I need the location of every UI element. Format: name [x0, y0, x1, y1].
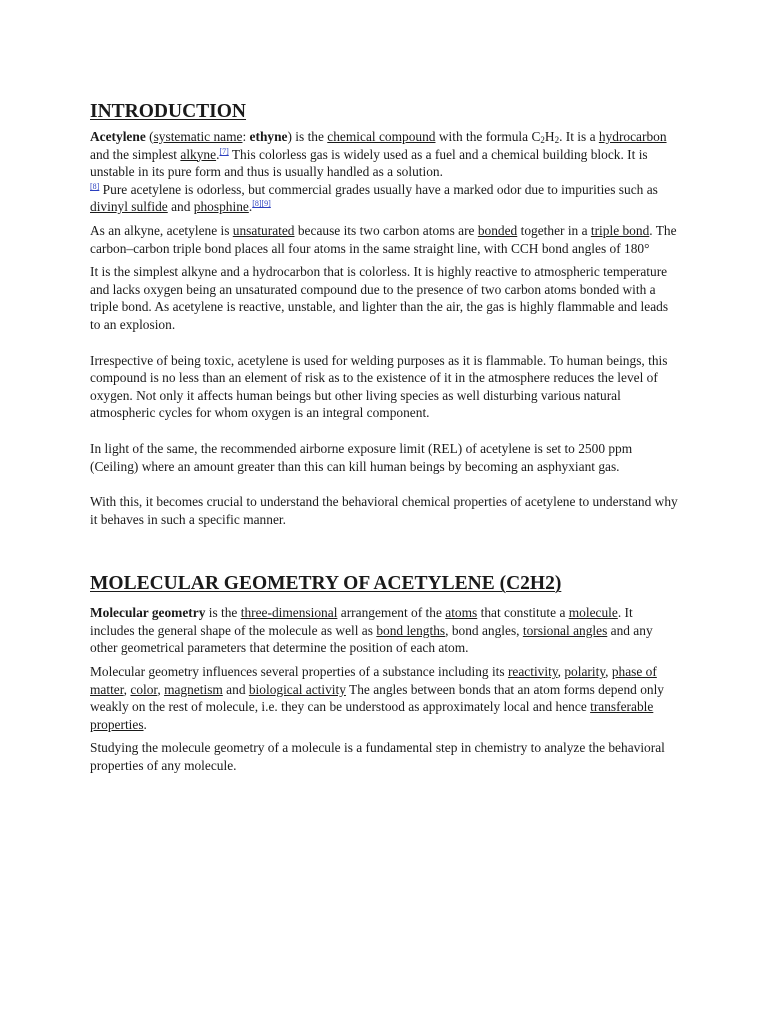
text-run: with the formula C	[435, 129, 541, 144]
link-polarity[interactable]: polarity	[564, 664, 606, 680]
text-run: H	[544, 129, 555, 144]
text-run: .	[216, 146, 220, 162]
text-run: together in a	[517, 222, 591, 238]
term-molecular-geometry: Molecular geometry	[90, 605, 206, 621]
text-run: ,	[557, 664, 565, 680]
link-systematic-name[interactable]: systematic name	[153, 129, 243, 144]
citation-8[interactable]: [8]	[90, 181, 100, 191]
intro-paragraph-6: With this, it becomes crucial to understand the behavioral chemical properties of acetylene to understand why it behaves in such a specific manner.	[90, 494, 678, 527]
text-run: arrangement of the	[337, 605, 446, 621]
link-three-dimensional[interactable]: three-dimensional	[240, 605, 338, 621]
text-run: (	[145, 129, 154, 144]
term-acetylene: Acetylene	[90, 129, 146, 144]
intro-paragraph-3: It is the simplest alkyne and a hydrocarbon that is colorless. It is highly reactive to atmospheric temperature and lacks oxygen being an unsaturated compound due to the presence of two carbon atoms bonded with a triple bond. As acetylene is reactive, unstable, and lighter than the air, the gas is highly flammable and leads to an explosion.	[90, 264, 669, 332]
link-magnetism[interactable]: magnetism	[164, 681, 223, 697]
citation-7[interactable]: [7]	[219, 146, 229, 156]
section-heading-introduction: INTRODUCTION	[90, 101, 247, 122]
term-ethyne: ethyne	[249, 129, 288, 144]
link-atoms[interactable]: atoms	[445, 605, 478, 621]
text-run: This colorless gas is widely used as a fuel and a chemical building block. It is unstable in its pure form and thus is usually handled as a solution.	[90, 146, 648, 180]
text-run: The angles between bonds that an atom forms depend only weakly on the rest of molecule, i.e. they can be understood as approximately local and hence	[90, 681, 664, 715]
document-page	[90, 100, 680, 781]
geometry-paragraph-3: Studying the molecule geometry of a molecule is a fundamental step in chemistry to analyze the behavioral properties of any molecule.	[90, 740, 665, 774]
text-run: Molecular geometry influences several properties of a substance including its	[90, 664, 508, 680]
text-run: because its two carbon atoms are	[294, 222, 478, 238]
subscript-2: 2	[540, 135, 545, 145]
text-run: . It is a	[559, 129, 599, 144]
link-molecule[interactable]: molecule	[568, 605, 618, 621]
link-divinyl-sulfide[interactable]: divinyl sulfide	[90, 199, 168, 215]
link-transferable-properties[interactable]: transferable properties	[90, 699, 654, 732]
intro-paragraph-5: In light of the same, the recommended airborne exposure limit (REL) of acetylene is set to 2500 ppm (Ceiling) where an amount greater than this can kill human beings by becoming an asphyxiant gas.	[90, 440, 633, 474]
link-hydrocarbon[interactable]: hydrocarbon	[598, 129, 667, 144]
text-run: ,	[123, 681, 131, 697]
text-run: ) is the	[287, 129, 328, 144]
citation-8-9[interactable]: [8][9]	[252, 199, 271, 209]
text-run: and	[222, 681, 249, 697]
section-heading-molecular-geometry: MOLECULAR GEOMETRY OF ACETYLENE (C2H2)	[90, 573, 562, 595]
link-phase-of-matter[interactable]: phase of matter	[90, 664, 657, 697]
text-run: ,	[157, 681, 165, 697]
text-run: ,	[605, 664, 612, 680]
geometry-paragraph-1	[90, 604, 680, 657]
intro-paragraph-4: Irrespective of being toxic, acetylene is used for welding purposes as it is flammable. To human beings, this compound is no less than an element of risk as to the existence of it in the atmosphere reduces the level of oxygen. Not only it affects human beings but other living species as well disturbing various natural atmospheric cycles for whom oxygen is an integral component.	[90, 352, 668, 421]
link-reactivity[interactable]: reactivity	[507, 664, 558, 680]
link-color[interactable]: color	[130, 681, 158, 697]
intro-paragraph-2	[90, 222, 680, 257]
text-run: and the simplest	[90, 146, 181, 162]
link-bonded[interactable]: bonded	[477, 222, 518, 238]
text-run: . It includes the general shape of the molecule as well as	[90, 605, 633, 638]
text-run: As an alkyne, acetylene is	[90, 222, 233, 238]
link-phosphine[interactable]: phosphine	[193, 199, 249, 215]
text-run: Pure acetylene is odorless, but commercial grades usually have a marked odor due to impurities such as	[99, 181, 658, 197]
intro-paragraph-1	[90, 128, 680, 216]
text-run: .	[143, 716, 147, 732]
text-run: , bond angles,	[445, 622, 523, 638]
link-unsaturated[interactable]: unsaturated	[232, 222, 295, 238]
link-alkyne[interactable]: alkyne	[180, 146, 217, 162]
text-run: and	[167, 199, 194, 215]
link-chemical-compound[interactable]: chemical compound	[327, 129, 436, 144]
link-triple-bond[interactable]: triple bond	[590, 222, 650, 238]
text-run: that constitute a	[477, 605, 569, 621]
text-run: is the	[205, 605, 241, 621]
text-run: :	[242, 129, 250, 144]
geometry-paragraph-2	[90, 663, 680, 733]
subscript-2: 2	[554, 135, 560, 145]
text-run: and any other geometrical parameters that determine the position of each atom.	[90, 622, 653, 656]
link-biological-activity[interactable]: biological activity	[248, 681, 346, 697]
text-run: .	[248, 199, 253, 215]
link-bond-lengths[interactable]: bond lengths	[376, 622, 446, 638]
text-run: . The carbon–carbon triple bond places all four atoms in the same straight line, with CCH bond angles of 180°	[90, 222, 677, 256]
link-torsional-angles[interactable]: torsional angles	[522, 622, 608, 638]
